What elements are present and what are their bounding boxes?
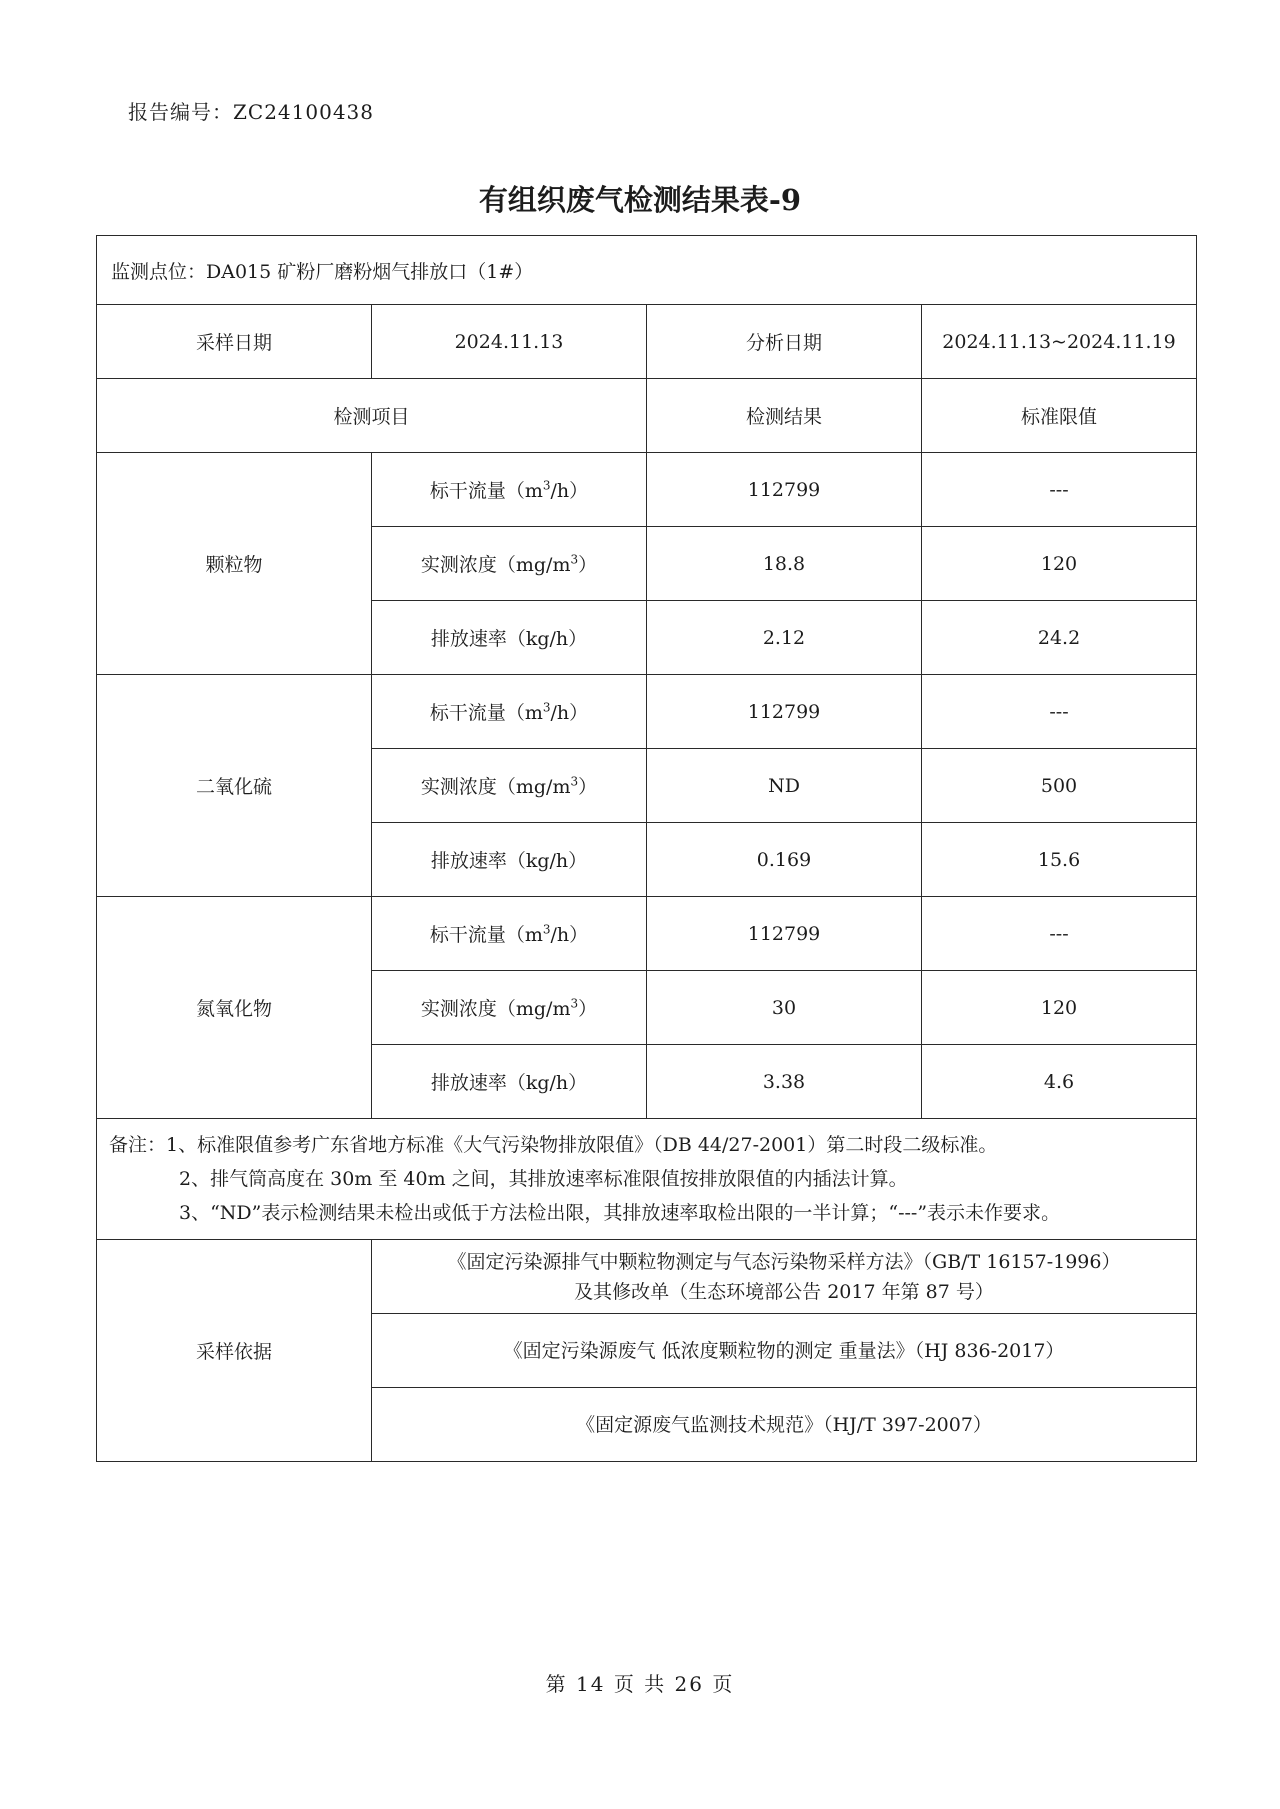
date-row <box>97 305 1197 379</box>
parameter-name: 标干流量$(m^3/h)$ <box>372 897 647 971</box>
note-line: 3、“ND”表示检测结果未检出或低于方法检出限，其排放速率取检出限的一半计算；“---”表示未作要求。 <box>179 1202 1061 1224</box>
sampling-date-value: 2024.11.13 <box>372 305 647 379</box>
limit-value: 15.6 <box>922 823 1197 897</box>
pollutant-name: 氮氧化物 <box>97 897 372 1119</box>
parameter-name: 标干流量$(m^3/h)$ <box>372 453 647 527</box>
table-row <box>97 453 1197 527</box>
notes <box>97 1119 1197 1240</box>
parameter-name: 排放速率（kg/h） <box>372 823 647 897</box>
monitoring-location: 监测点位：DA015 矿粉厂磨粉烟气排放口（1#） <box>97 236 1197 305</box>
result-value: 112799 <box>647 453 922 527</box>
page-title: 有组织废气检测结果表-9 <box>478 183 802 217</box>
note-line: 2、排气筒高度在 30m 至 40m 之间，其排放速率标准限值按排放限值的内插法计算。 <box>179 1168 908 1190</box>
notes-row <box>97 1119 1197 1240</box>
limit-value: --- <box>922 453 1197 527</box>
result-value: 30 <box>647 971 922 1045</box>
table-row <box>97 675 1197 749</box>
parameter-name: 排放速率（kg/h） <box>372 601 647 675</box>
parameter-name: 排放速率（kg/h） <box>372 1045 647 1119</box>
result-value: 3.38 <box>647 1045 922 1119</box>
limit-value: 4.6 <box>922 1045 1197 1119</box>
analysis-date-label: 分析日期 <box>647 305 922 379</box>
analysis-date-value: 2024.11.13~2024.11.19 <box>922 305 1197 379</box>
limit-value: --- <box>922 675 1197 749</box>
note-line: 备注：1、标准限值参考广东省地方标准《大气污染物排放限值》（DB 44/27-2001）第二时段二级标准。 <box>109 1134 998 1156</box>
pollutant-name: 二氧化硫 <box>97 675 372 897</box>
result-value: 112799 <box>647 675 922 749</box>
report-number: 报告编号：ZC24100438 <box>128 100 374 124</box>
parameter-name: 实测浓度$(mg/m^3)$ <box>372 971 647 1045</box>
result-value: ND <box>647 749 922 823</box>
page-number: 第 14 页 共 26 页 <box>545 1672 735 1696</box>
column-header-result: 检测结果 <box>647 379 922 453</box>
parameter-name: 实测浓度$(mg/m^3)$ <box>372 527 647 601</box>
parameter-name: 实测浓度$(mg/m^3)$ <box>372 749 647 823</box>
sampling-date-label: 采样日期 <box>97 305 372 379</box>
header-row <box>97 379 1197 453</box>
limit-value: 500 <box>922 749 1197 823</box>
pollutant-name: 颗粒物 <box>97 453 372 675</box>
basis-standard <box>372 1240 1197 1314</box>
basis-standard: 《固定源废气监测技术规范》（HJ/T 397-2007） <box>372 1388 1197 1462</box>
table-row <box>97 897 1197 971</box>
results-table <box>96 235 1197 1462</box>
result-value: 2.12 <box>647 601 922 675</box>
limit-value: 120 <box>922 971 1197 1045</box>
limit-value: 24.2 <box>922 601 1197 675</box>
column-header-limit: 标准限值 <box>922 379 1197 453</box>
result-value: 18.8 <box>647 527 922 601</box>
basis-row <box>97 1240 1197 1314</box>
parameter-name: 标干流量$(m^3/h)$ <box>372 675 647 749</box>
limit-value: 120 <box>922 527 1197 601</box>
location-row <box>97 236 1197 305</box>
result-value: 112799 <box>647 897 922 971</box>
results-table-body <box>97 236 1197 1462</box>
sampling-basis-label: 采样依据 <box>97 1240 372 1462</box>
basis-standard: 《固定污染源废气 低浓度颗粒物的测定 重量法》（HJ 836-2017） <box>372 1314 1197 1388</box>
column-header-item: 检测项目 <box>97 379 647 453</box>
limit-value: --- <box>922 897 1197 971</box>
basis-standard-line: 《固定污染源排气中颗粒物测定与气态污染物采样方法》（GB/T 16157-1996） <box>447 1250 1121 1273</box>
result-value: 0.169 <box>647 823 922 897</box>
basis-standard-line: 及其修改单（生态环境部公告 2017 年第 87 号） <box>574 1280 994 1303</box>
